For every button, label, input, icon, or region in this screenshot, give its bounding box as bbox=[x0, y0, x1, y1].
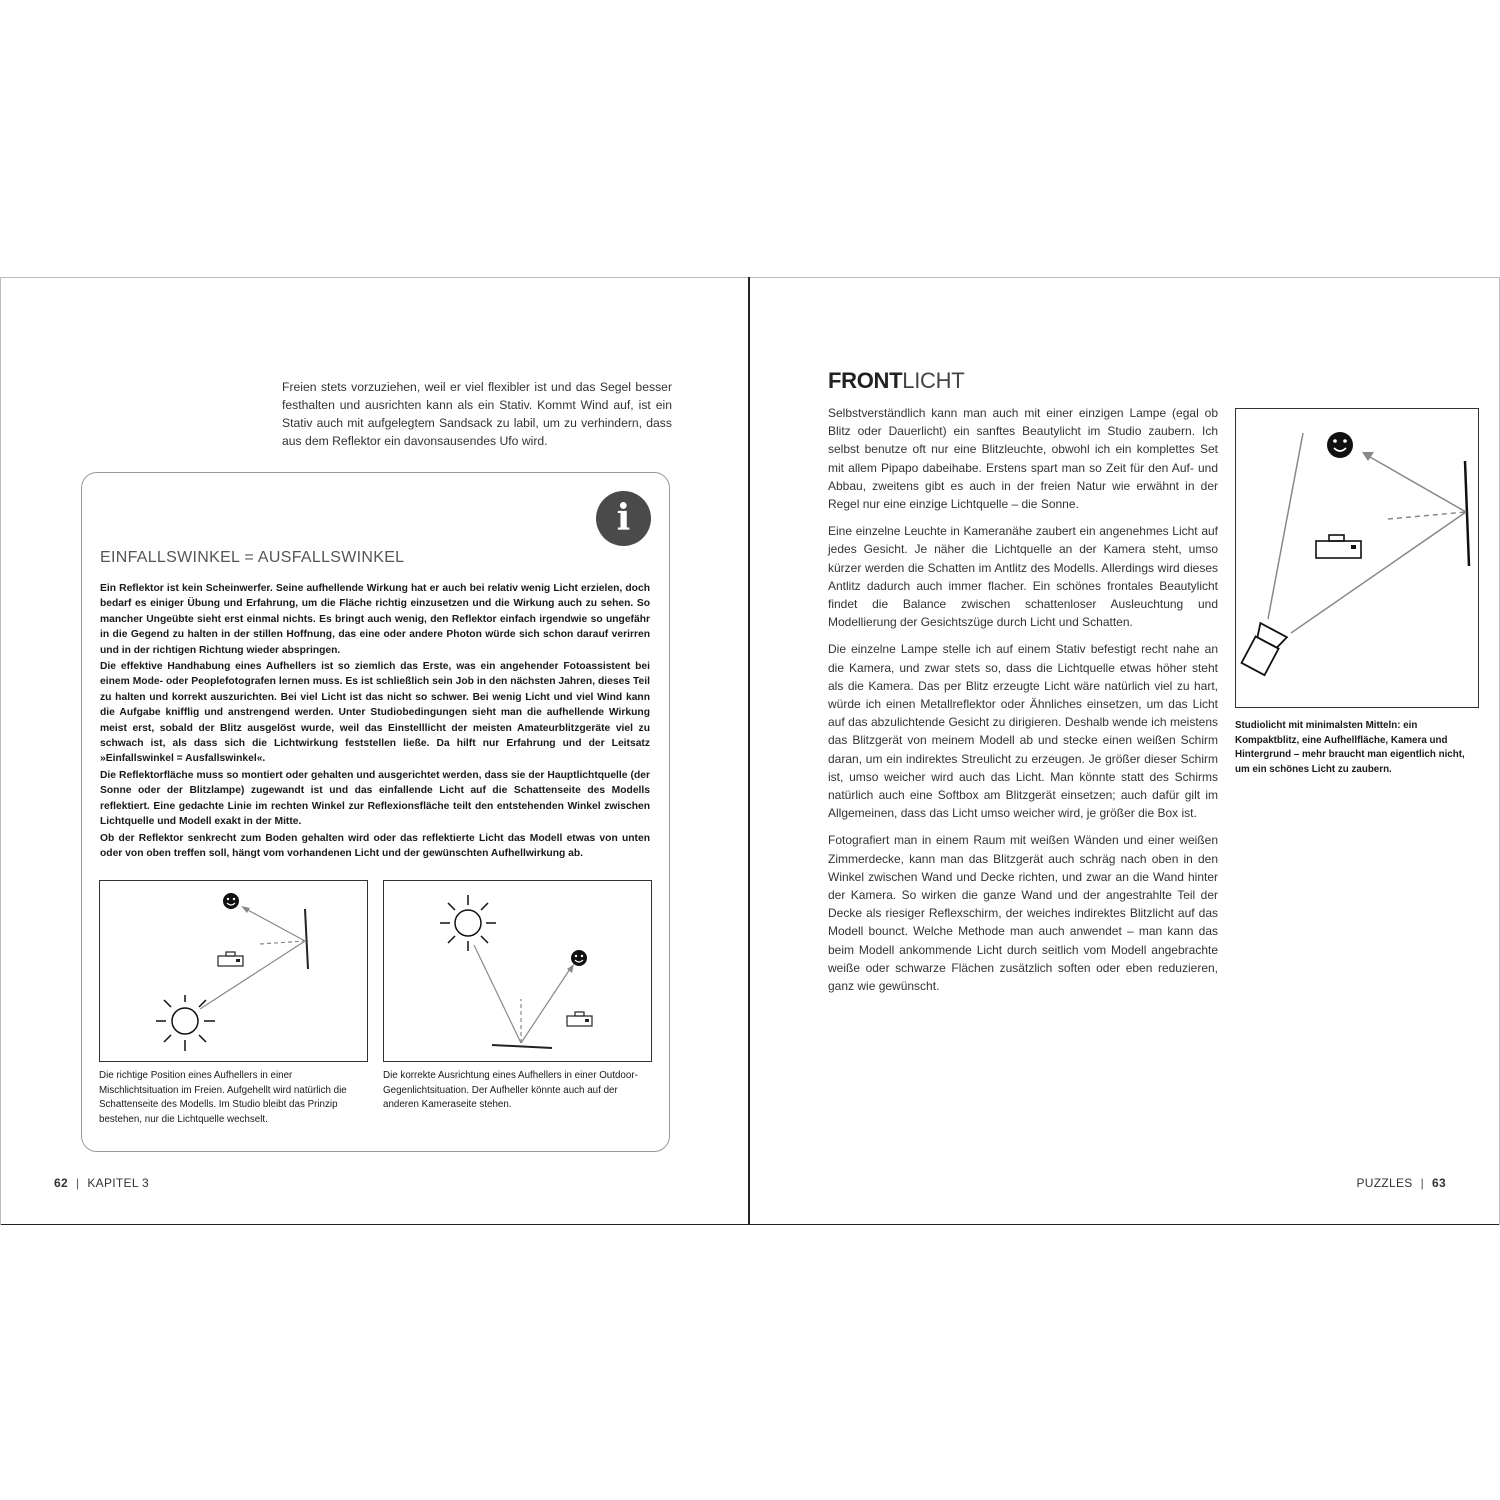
body-paragraph: Eine einzelne Leuchte in Kameranähe zaubert ein angenehmes Licht auf jedes Gesicht. Je näher die Lichtquelle an der Kamera steht, umso kürzer werden die Schatten im Antlitz des Modells. Allerdings wird dieses Antlitz dadurch auch immer flacher. Ein schönes frontales Beautylicht findet die Balance zwischen schattenloser Ausleuchtung und Modellierung der Gesichtszüge durch Licht und Schatten. bbox=[828, 524, 1218, 630]
page-number: 63 bbox=[1432, 1176, 1446, 1190]
right-footer bbox=[1357, 1176, 1447, 1190]
left-page-edge bbox=[0, 277, 1, 1225]
section-label: PUZZLES bbox=[1356, 1176, 1413, 1190]
camera-icon bbox=[218, 952, 243, 966]
section-title-light: LICHT bbox=[902, 368, 965, 393]
footer-separator: | bbox=[1420, 1176, 1425, 1190]
info-box-title: EINFALLSWINKEL = AUSFALLSWINKEL bbox=[100, 549, 405, 566]
figure2-caption: Die korrekte Ausrichtung eines Aufhellers in einer Outdoor-Gegenlichtsituation. Der Aufheller könnte auch auf der anderen Kameraseite stehen. bbox=[383, 1070, 638, 1110]
model-smiley-icon bbox=[223, 893, 239, 909]
camera-icon bbox=[1316, 535, 1361, 558]
info-box-text bbox=[100, 581, 650, 862]
figure3-caption: Studiolicht mit minimalsten Mitteln: ein Kompaktblitz, eine Aufhellfläche, Kamera und Hintergrund – mehr braucht man eigentlich nicht, um ein schönes Licht zu zaubern. bbox=[1235, 720, 1465, 775]
figure-backlight-diagram bbox=[383, 880, 652, 1062]
page-number: 62 bbox=[54, 1176, 68, 1190]
left-footer bbox=[54, 1176, 149, 1190]
page-gutter bbox=[748, 277, 750, 1225]
intro-paragraph: Freien stets vorzuziehen, weil er viel flexibler ist und das Segel besser festhalten und ausrichten kann als ein Stativ. Kommt Wind auf, ist ein Stativ auch mit aufgelegtem Sandsack zu labil, um zu verhindern, dass aus dem Reflektor ein davonsausendes Ufo wird. bbox=[282, 380, 672, 448]
body-paragraph: Selbstverständlich kann man auch mit einer einzigen Lampe (egal ob Blitz oder Dauerlicht) ein sanftes Beautylicht im Studio zaubern. Ich selbst benutze oft nur eine Blitzleuchte, obwohl ich ein komplettes Set mit allem Pipapo dabeihabe. Erstens spart man so Zeit für den Auf- und Abbau, zweitens gibt es auch in der freien Natur wie erwähnt in der Regel nur eine einzige Lichtquelle – die Sonne. bbox=[828, 406, 1218, 512]
body-paragraph: Die einzelne Lampe stelle ich auf einem Stativ befestigt recht nahe an die Kamera, und zwar stets so, dass die Lichtquelle etwas höher steht als die Kamera. Das per Blitz erzeugte Licht wäre natürlich viel zu hart, würde ich einen Metallreflektor oder Ähnliches einsetzen, um das Licht auf das abzulichtende Gesicht zu dirigieren. Deshalb wende ich meistens das Blitzgerät von meinem Modell ab und stecke einen weißen Schirm daran, um ein indirektes Streulicht zu erzeugen. Je größer dieser Schirm ist, umso weicher wird auch das Licht. Man könnte statt des Schirms natürlich auch eine Softbox am Blitzgerät einsetzen; auch dafür gilt im Allgemeinen, dass das Licht umso weicher wird, je größer die Box ist. bbox=[828, 642, 1218, 821]
info-paragraph: Die effektive Handhabung eines Aufhellers ist so ziemlich das Erste, was ein angehender Fotoassistent bei einem Mode- oder Peoplefotografen lernen muss. Es ist schließlich sein Job in den nächsten Jahren, dieses Teil zu halten und korrekt auszurichten. Bei viel Licht ist das nicht so schwer. Bei wenig Licht und viel Wind kann die Aufgabe knifflig und anstrengend werden. Unter Studiobedingungen sieht man die aufhellende Wirkung meist erst, sobald der Blitz ausgelöst wurde, weil das Einstelllicht der meisten Amateurblitzgeräte viel zu schwach ist, als dass sich die Lichtwirkung feststellen ließe. Da hilft nur Erfahrung und der Leitsatz »Einfallswinkel = Ausfallswinkel«. bbox=[100, 661, 650, 765]
model-smiley-icon bbox=[1327, 432, 1353, 458]
background-line bbox=[1268, 433, 1303, 619]
info-paragraph: Ein Reflektor ist kein Scheinwerfer. Seine aufhellende Wirkung hat er auch bei relativ wenig Licht erzielen, doch bedarf es einiger Übung und Erfahrung, um die Fläche richtig einzusetzen und die Wirkung auch zu sehen. So mancher Ungeübte sieht erst einmal nichts. Es bringt auch wenig, den Reflektor einfach irgendwie so ungefähr in die Gegend zu halten in der stillen Hoffnung, das eine oder andere Photon würde sich schon darauf verirren und in der richtigen Richtung wieder abspringen. bbox=[100, 583, 650, 656]
info-icon: i bbox=[596, 491, 651, 546]
section-title-bold: FRONT bbox=[828, 368, 903, 393]
footer-separator: | bbox=[75, 1176, 80, 1190]
figure1-caption: Die richtige Position eines Aufhellers in einer Mischlichtsituation im Freien. Aufgehellt wird natürlich die Schattenseite des Modells. Im Studio bleibt das Prinzip bestehen, nur die Lichtquelle wechselt. bbox=[99, 1070, 347, 1125]
body-paragraph: Fotografiert man in einem Raum mit weißen Wänden und einer weißen Zimmerdecke, kann man das Blitzgerät auch schräg nach oben in den Winkel zwischen Wand und Decke richten, und zwar an die Wand hinter der Kamera. So wirken die ganze Wand und der angestrahlte Teil der Decke als riesiger Reflexschirm, der weiches indirektes Blitzlicht auf das Modell bounct. Welche Methode man auch anwendet – man kann das beim Modell ankommende Licht durch seitlich vom Modell angebrachte weiße oder schwarze Flächen zusätzlich soften oder eben reduzieren, ganz wie gewünscht. bbox=[828, 833, 1218, 994]
chapter-label: KAPITEL 3 bbox=[87, 1176, 149, 1190]
right-body-text bbox=[828, 404, 1218, 1004]
reflector-line bbox=[492, 1045, 552, 1048]
info-paragraph: Die Reflektorfläche muss so montiert oder gehalten und ausgerichtet werden, dass sie der Hauptlichtquelle (der Sonne oder der Blitzlampe) zugewandt ist und das einfallende Licht auf die Schattenseite des Modells reflektiert. Eine gedachte Linie im rechten Winkel zur Reflexionsfläche teilt den entstehenden Winkel zwischen Lichtquelle und Modell exakt in der Mitte. bbox=[100, 769, 650, 828]
section-title bbox=[828, 368, 964, 394]
figure-studio-diagram bbox=[1235, 408, 1479, 708]
figure-mixed-light-diagram bbox=[99, 880, 368, 1062]
sun-icon bbox=[440, 895, 496, 951]
reflector-line bbox=[305, 909, 308, 969]
flash-icon bbox=[1240, 623, 1287, 676]
info-paragraph: Ob der Reflektor senkrecht zum Boden gehalten wird oder das reflektierte Licht das Modell etwas von unten oder von oben treffen soll, hängt vom vorhandenen Licht und der gewünschten Aufhellwirkung ab. bbox=[100, 832, 650, 859]
model-smiley-icon bbox=[571, 950, 587, 966]
reflector-line bbox=[1465, 461, 1469, 566]
camera-icon bbox=[567, 1012, 592, 1026]
sun-icon bbox=[156, 995, 215, 1051]
